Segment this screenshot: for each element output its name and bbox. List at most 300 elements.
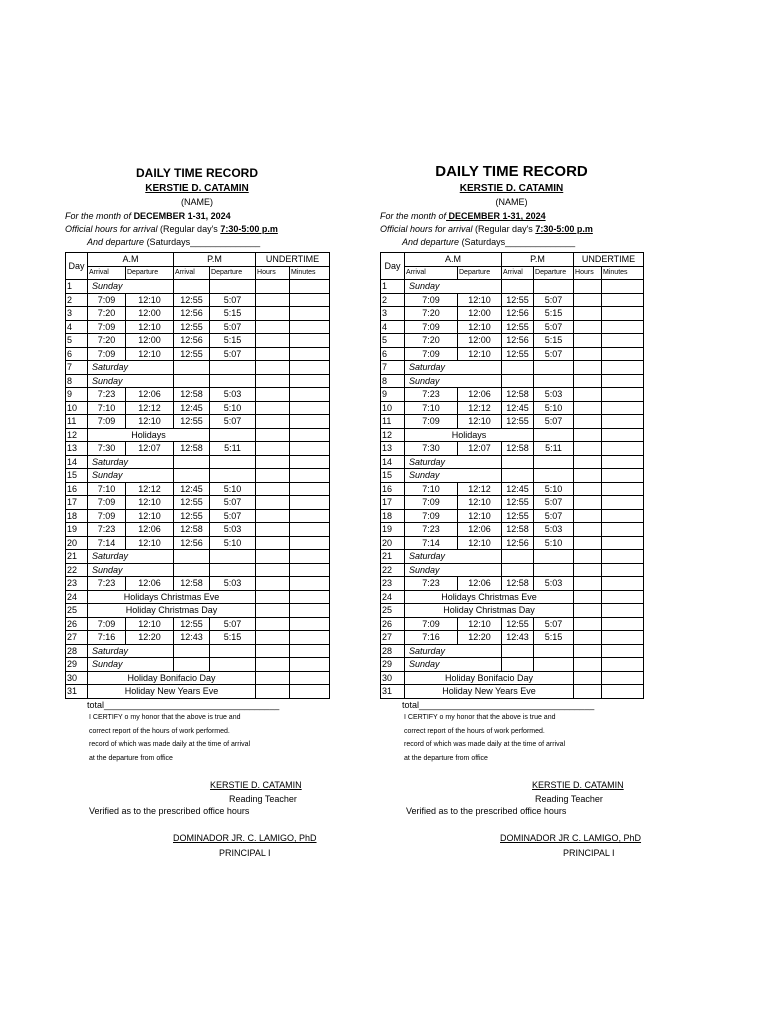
empty-cell: [290, 685, 330, 699]
day-number: 16: [381, 482, 405, 496]
day-type-label: Saturday: [405, 361, 502, 375]
arrival-subheader: Arrival: [405, 266, 458, 280]
empty-cell: [174, 658, 210, 672]
departure-subheader: Departure: [458, 266, 502, 280]
pm-arrival-time: 12:55: [174, 496, 210, 510]
table-row: [66, 388, 330, 402]
empty-cell: [290, 590, 330, 604]
table-row: [381, 617, 644, 631]
table-row: [381, 658, 644, 672]
day-number: 10: [381, 401, 405, 415]
empty-cell: [290, 374, 330, 388]
day-number: 20: [381, 536, 405, 550]
header-row: [381, 253, 644, 267]
undertime-minutes: [602, 388, 644, 402]
day-number: 5: [66, 334, 88, 348]
day-number: 19: [381, 523, 405, 537]
empty-cell: [602, 280, 644, 294]
undertime-hours: [574, 509, 602, 523]
day-number: 4: [66, 320, 88, 334]
name-caption: (NAME): [495, 197, 528, 207]
am-departure-time: 12:00: [126, 334, 174, 348]
day-number: 2: [381, 293, 405, 307]
empty-cell: [574, 590, 602, 604]
am-departure-time: 12:00: [126, 307, 174, 321]
pm-departure-time: 5:07: [534, 293, 574, 307]
empty-cell: [256, 590, 290, 604]
pm-departure-time: 5:07: [210, 293, 256, 307]
am-arrival-time: 7:10: [405, 482, 458, 496]
undertime-minutes: [602, 307, 644, 321]
arrival-subheader: Arrival: [88, 266, 126, 280]
day-number: 24: [381, 590, 405, 604]
table-row: [66, 509, 330, 523]
am-arrival-time: 7:30: [405, 442, 458, 456]
pm-arrival-time: 12:45: [174, 482, 210, 496]
empty-cell: [534, 428, 574, 442]
time-table: [65, 252, 330, 699]
pm-arrival-time: 12:45: [174, 401, 210, 415]
table-row: [66, 428, 330, 442]
official-hours-label: Official hours for arrival: [65, 224, 158, 234]
table-row: [66, 361, 330, 375]
empty-cell: [602, 563, 644, 577]
verified-text: Verified as to the prescribed office hours: [406, 806, 567, 816]
day-number: 25: [381, 604, 405, 618]
empty-cell: [534, 563, 574, 577]
pm-departure-time: 5:15: [534, 631, 574, 645]
day-number: 12: [66, 428, 88, 442]
pm-departure-time: 5:10: [534, 536, 574, 550]
holiday-label: Holiday Bonifacio Day: [88, 671, 256, 685]
pm-arrival-time: 12:56: [174, 307, 210, 321]
pm-departure-time: 5:03: [534, 388, 574, 402]
day-number: 7: [66, 361, 88, 375]
table-row: [381, 550, 644, 564]
am-arrival-time: 7:23: [405, 523, 458, 537]
undertime-minutes: [602, 617, 644, 631]
empty-cell: [290, 280, 330, 294]
day-number: 25: [66, 604, 88, 618]
holiday-label: Holidays Christmas Eve: [405, 590, 574, 604]
am-arrival-time: 7:09: [88, 509, 126, 523]
day-type-label: Sunday: [405, 658, 502, 672]
am-departure-time: 12:06: [126, 577, 174, 591]
pm-arrival-time: 12:58: [174, 388, 210, 402]
day-number: 14: [66, 455, 88, 469]
pm-arrival-time: 12:55: [174, 617, 210, 631]
table-row: [381, 644, 644, 658]
undertime-minutes: [290, 415, 330, 429]
am-departure-time: 12:10: [458, 536, 502, 550]
undertime-hours: [256, 509, 290, 523]
empty-cell: [502, 563, 534, 577]
undertime-hours: [256, 307, 290, 321]
empty-cell: [174, 455, 210, 469]
certification-line: record of which was made daily at the time of arrival: [404, 741, 566, 748]
pm-arrival-time: 12:58: [174, 577, 210, 591]
undertime-minutes: [602, 496, 644, 510]
official-hours-line: [380, 224, 593, 234]
pm-departure-time: 5:10: [210, 482, 256, 496]
table-row: [381, 307, 644, 321]
table-row: [66, 307, 330, 321]
pm-departure-time: 5:15: [210, 334, 256, 348]
certification-line: at the departure from office: [89, 755, 173, 762]
day-type-label: Sunday: [405, 374, 502, 388]
empty-cell: [210, 361, 256, 375]
undertime-minutes: [290, 617, 330, 631]
minutes-subheader: Minutes: [602, 266, 644, 280]
day-number: 29: [381, 658, 405, 672]
holiday-label: Holidays: [88, 428, 210, 442]
day-number: 30: [66, 671, 88, 685]
departure-label: And departure: [402, 237, 460, 247]
pm-departure-time: 5:15: [534, 334, 574, 348]
empty-cell: [290, 563, 330, 577]
am-departure-time: 12:10: [126, 496, 174, 510]
am-header: A.M: [88, 253, 174, 267]
empty-cell: [574, 604, 602, 618]
certification-line: at the departure from office: [404, 755, 488, 762]
undertime-hours: [574, 617, 602, 631]
hours-subheader: Hours: [256, 266, 290, 280]
undertime-minutes: [290, 577, 330, 591]
am-arrival-time: 7:09: [405, 509, 458, 523]
undertime-hours: [574, 293, 602, 307]
table-row: [66, 550, 330, 564]
table-row: [381, 374, 644, 388]
day-number: 11: [66, 415, 88, 429]
undertime-hours: [574, 482, 602, 496]
day-number: 13: [66, 442, 88, 456]
am-departure-time: 12:00: [458, 307, 502, 321]
holiday-label: Holiday New Years Eve: [88, 685, 256, 699]
am-departure-time: 12:06: [458, 523, 502, 537]
day-number: 15: [381, 469, 405, 483]
certification-line: record of which was made daily at the time of arrival: [89, 741, 251, 748]
undertime-minutes: [290, 496, 330, 510]
am-arrival-time: 7:30: [88, 442, 126, 456]
table-row: [381, 401, 644, 415]
holiday-label: Holiday Christmas Day: [88, 604, 256, 618]
empty-cell: [534, 455, 574, 469]
undertime-minutes: [602, 509, 644, 523]
table-row: [381, 577, 644, 591]
departure-line: [87, 237, 260, 247]
undertime-minutes: [290, 536, 330, 550]
undertime-minutes: [602, 347, 644, 361]
empty-cell: [502, 455, 534, 469]
am-arrival-time: 7:10: [88, 482, 126, 496]
am-departure-time: 12:07: [458, 442, 502, 456]
pm-arrival-time: 12:43: [174, 631, 210, 645]
empty-cell: [290, 455, 330, 469]
am-departure-time: 12:00: [458, 334, 502, 348]
table-row: [66, 590, 330, 604]
day-number: 7: [381, 361, 405, 375]
table-row: [66, 442, 330, 456]
saturdays-label: (Saturdays______________: [146, 237, 261, 247]
empty-cell: [534, 550, 574, 564]
day-number: 17: [66, 496, 88, 510]
empty-cell: [534, 644, 574, 658]
am-arrival-time: 7:23: [88, 388, 126, 402]
am-arrival-time: 7:23: [405, 388, 458, 402]
month-line: [380, 211, 546, 221]
undertime-hours: [256, 388, 290, 402]
undertime-hours: [574, 388, 602, 402]
day-number: 26: [66, 617, 88, 631]
table-row: [381, 280, 644, 294]
am-arrival-time: 7:23: [405, 577, 458, 591]
table-row: [381, 293, 644, 307]
employee-name: KERSTIE D. CATAMIN: [145, 183, 249, 194]
am-arrival-time: 7:09: [88, 617, 126, 631]
am-arrival-time: 7:20: [405, 334, 458, 348]
day-number: 28: [66, 644, 88, 658]
empty-cell: [174, 563, 210, 577]
form-title: DAILY TIME RECORD: [435, 163, 588, 180]
table-row: [66, 482, 330, 496]
pm-departure-time: 5:07: [534, 509, 574, 523]
empty-cell: [574, 658, 602, 672]
empty-cell: [290, 469, 330, 483]
am-departure-time: 12:07: [126, 442, 174, 456]
am-departure-time: 12:10: [458, 617, 502, 631]
am-departure-time: 12:12: [126, 482, 174, 496]
undertime-minutes: [602, 415, 644, 429]
empty-cell: [534, 469, 574, 483]
day-type-label: Sunday: [88, 469, 174, 483]
pm-departure-time: 5:15: [210, 307, 256, 321]
empty-cell: [602, 428, 644, 442]
table-row: [381, 563, 644, 577]
am-header: A.M: [405, 253, 502, 267]
day-number: 21: [66, 550, 88, 564]
table-row: [381, 361, 644, 375]
table-row: [381, 590, 644, 604]
pm-departure-time: 5:11: [210, 442, 256, 456]
pm-header: P.M: [502, 253, 574, 267]
pm-arrival-time: 12:55: [502, 496, 534, 510]
am-departure-time: 12:10: [126, 509, 174, 523]
undertime-hours: [256, 415, 290, 429]
day-type-label: Saturday: [88, 644, 174, 658]
undertime-hours: [574, 523, 602, 537]
undertime-minutes: [290, 482, 330, 496]
table-row: [381, 347, 644, 361]
table-row: [66, 658, 330, 672]
table-row: [381, 442, 644, 456]
am-arrival-time: 7:09: [405, 617, 458, 631]
pm-arrival-time: 12:43: [502, 631, 534, 645]
subheader-row: [381, 266, 644, 280]
day-type-label: Sunday: [405, 469, 502, 483]
day-type-label: Saturday: [405, 455, 502, 469]
table-row: [381, 685, 644, 699]
table-row: [66, 293, 330, 307]
empty-cell: [574, 671, 602, 685]
day-number: 5: [381, 334, 405, 348]
day-number: 28: [381, 644, 405, 658]
am-departure-time: 12:10: [458, 347, 502, 361]
empty-cell: [574, 469, 602, 483]
pm-departure-time: 5:07: [210, 415, 256, 429]
table-row: [381, 604, 644, 618]
undertime-minutes: [602, 293, 644, 307]
undertime-header: UNDERTIME: [256, 253, 330, 267]
pm-departure-time: 5:07: [534, 496, 574, 510]
holiday-label: Holiday Christmas Day: [405, 604, 574, 618]
empty-cell: [210, 550, 256, 564]
empty-cell: [174, 280, 210, 294]
pm-departure-time: 5:15: [534, 307, 574, 321]
pm-arrival-time: 12:58: [502, 577, 534, 591]
empty-cell: [602, 374, 644, 388]
day-number: 27: [381, 631, 405, 645]
table-row: [66, 604, 330, 618]
principal-name: DOMINADOR JR. C. LAMIGO, PhD: [173, 833, 317, 843]
empty-cell: [602, 685, 644, 699]
empty-cell: [256, 563, 290, 577]
saturdays-label: (Saturdays______________: [461, 237, 576, 247]
am-departure-time: 12:10: [458, 293, 502, 307]
undertime-hours: [574, 320, 602, 334]
table-row: [66, 401, 330, 415]
pm-arrival-time: 12:55: [502, 617, 534, 631]
undertime-hours: [574, 496, 602, 510]
pm-departure-time: 5:03: [210, 388, 256, 402]
empty-cell: [210, 428, 256, 442]
official-hours-label: Official hours for arrival: [380, 224, 473, 234]
empty-cell: [174, 550, 210, 564]
undertime-hours: [574, 401, 602, 415]
empty-cell: [290, 604, 330, 618]
day-type-label: Sunday: [405, 563, 502, 577]
pm-departure-time: 5:07: [534, 415, 574, 429]
undertime-minutes: [602, 442, 644, 456]
empty-cell: [602, 658, 644, 672]
employee-name: KERSTIE D. CATAMIN: [459, 183, 564, 194]
table-row: [66, 347, 330, 361]
day-number: 15: [66, 469, 88, 483]
day-number: 26: [381, 617, 405, 631]
table-row: [381, 415, 644, 429]
empty-cell: [174, 374, 210, 388]
pm-arrival-time: 12:55: [502, 347, 534, 361]
empty-cell: [602, 469, 644, 483]
undertime-hours: [574, 347, 602, 361]
table-row: [381, 428, 644, 442]
empty-cell: [502, 469, 534, 483]
departure-label: And departure: [87, 237, 145, 247]
day-number: 13: [381, 442, 405, 456]
undertime-minutes: [602, 401, 644, 415]
official-hours-line: [65, 224, 278, 234]
holiday-label: Holidays: [405, 428, 534, 442]
day-number: 8: [381, 374, 405, 388]
empty-cell: [502, 361, 534, 375]
empty-cell: [574, 280, 602, 294]
pm-departure-time: 5:10: [210, 401, 256, 415]
undertime-minutes: [290, 293, 330, 307]
table-row: [381, 536, 644, 550]
undertime-minutes: [602, 334, 644, 348]
am-arrival-time: 7:09: [88, 347, 126, 361]
pm-departure-time: 5:07: [534, 347, 574, 361]
pm-arrival-time: 12:56: [174, 536, 210, 550]
day-number: 14: [381, 455, 405, 469]
day-type-label: Sunday: [405, 280, 502, 294]
total-line: total___________________________________: [402, 700, 595, 710]
empty-cell: [290, 550, 330, 564]
holiday-label: Holiday Bonifacio Day: [405, 671, 574, 685]
table-row: [66, 577, 330, 591]
day-header: Day: [66, 253, 88, 280]
pm-departure-time: 5:07: [534, 320, 574, 334]
pm-departure-time: 5:11: [534, 442, 574, 456]
am-departure-time: 12:10: [458, 320, 502, 334]
signatory-title: Reading Teacher: [229, 794, 297, 804]
am-arrival-time: 7:20: [405, 307, 458, 321]
day-number: 11: [381, 415, 405, 429]
am-departure-time: 12:20: [458, 631, 502, 645]
verified-text: Verified as to the prescribed office hours: [89, 806, 250, 816]
am-arrival-time: 7:09: [405, 496, 458, 510]
table-row: [66, 617, 330, 631]
empty-cell: [256, 374, 290, 388]
am-arrival-time: 7:20: [88, 307, 126, 321]
pm-arrival-time: 12:56: [502, 536, 534, 550]
certification-line: I CERTIFY o my honor that the above is true and: [404, 714, 556, 721]
undertime-hours: [574, 631, 602, 645]
pm-departure-time: 5:03: [210, 523, 256, 537]
undertime-hours: [574, 577, 602, 591]
table-row: [66, 523, 330, 537]
undertime-minutes: [602, 577, 644, 591]
pm-arrival-time: 12:55: [502, 293, 534, 307]
day-number: 3: [381, 307, 405, 321]
pm-arrival-time: 12:58: [174, 442, 210, 456]
undertime-hours: [256, 347, 290, 361]
table-row: [66, 469, 330, 483]
pm-arrival-time: 12:58: [174, 523, 210, 537]
am-arrival-time: 7:14: [405, 536, 458, 550]
table-row: [381, 388, 644, 402]
am-departure-time: 12:12: [458, 401, 502, 415]
am-departure-time: 12:10: [126, 347, 174, 361]
header-row: [66, 253, 330, 267]
empty-cell: [574, 644, 602, 658]
day-type-label: Saturday: [405, 550, 502, 564]
empty-cell: [256, 455, 290, 469]
day-number: 22: [66, 563, 88, 577]
total-line: total___________________________________: [87, 700, 280, 710]
day-number: 24: [66, 590, 88, 604]
am-arrival-time: 7:09: [405, 293, 458, 307]
day-number: 23: [381, 577, 405, 591]
pm-arrival-time: 12:56: [502, 307, 534, 321]
empty-cell: [602, 671, 644, 685]
table-row: [66, 671, 330, 685]
day-number: 6: [381, 347, 405, 361]
empty-cell: [574, 361, 602, 375]
departure-line: [402, 237, 575, 247]
principal-title: PRINCIPAL I: [563, 848, 615, 858]
am-arrival-time: 7:23: [88, 577, 126, 591]
undertime-hours: [256, 334, 290, 348]
